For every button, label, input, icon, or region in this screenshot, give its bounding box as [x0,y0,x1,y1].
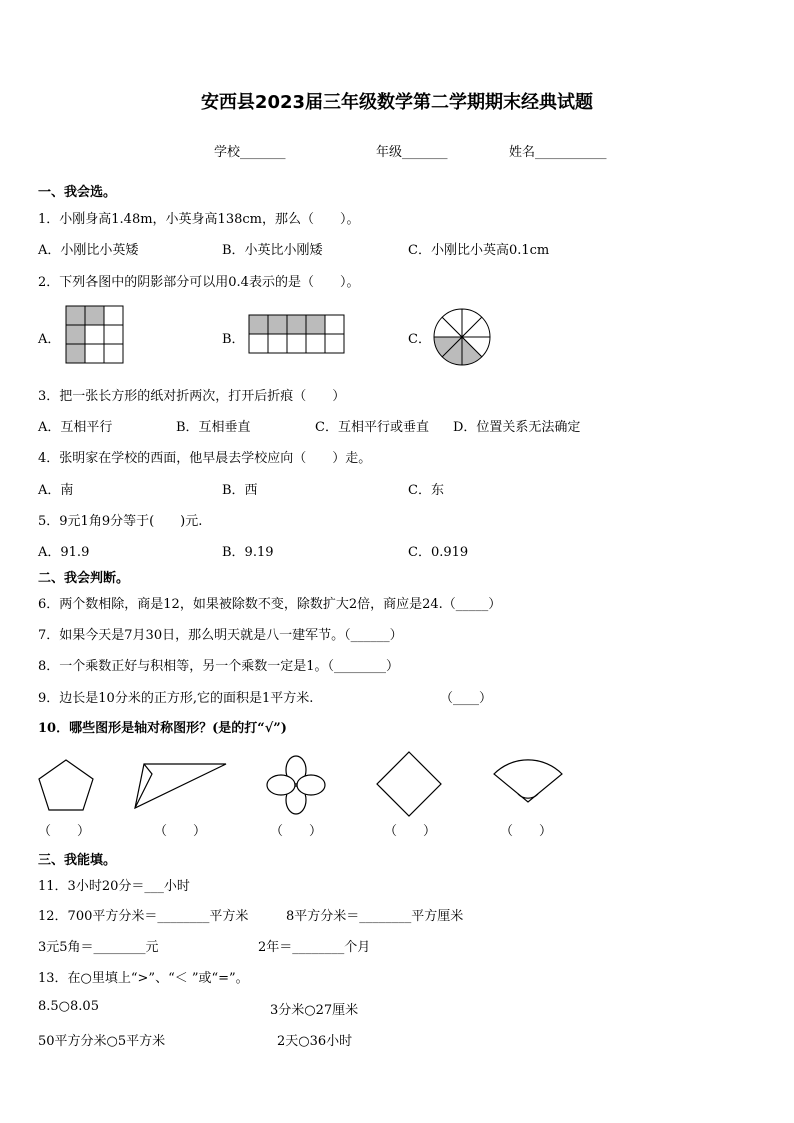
q12-d: 2年＝________个月 [258,940,371,955]
q3-option-c[interactable]: C．互相平行或垂直 [315,420,429,435]
school-field[interactable]: 学校_______ [214,145,286,160]
q1-option-c[interactable]: C．小刚比小英高0.1cm [408,243,550,258]
page-title: 安西县2023届三年级数学第二学期期末经典试题 [200,92,594,113]
q10-blank-2[interactable]: （ ） [154,824,207,839]
fan-shape [490,752,566,810]
triangle-shape [132,758,228,810]
clover-shape [266,755,326,815]
figure-a-grid [66,306,124,364]
q10-blank-4[interactable]: （ ） [384,824,437,839]
q2-stem: 2．下列各图中的阴影部分可以用0.4表示的是（ ）。 [38,275,360,290]
q3-option-d[interactable]: D．位置关系无法确定 [453,420,581,435]
q3-option-a[interactable]: A．互相平行 [38,420,113,435]
q9: 9．边长是10分米的正方形,它的面积是1平方米. [38,691,314,706]
q4-option-b[interactable]: B．西 [222,483,258,498]
figure-c-circle [433,308,491,366]
q13-d: 2天○36小时 [277,1034,353,1049]
q4-option-c[interactable]: C．东 [408,483,444,498]
q10: 10．哪些图形是轴对称图形？(是的打“√”) [38,721,287,736]
q11: 11．3小时20分＝___小时 [38,879,190,894]
q12-c: 3元5角＝________元 [38,940,159,955]
q8: 8．一个乘数正好与积相等，另一个乘数一定是1。（________） [38,659,400,674]
q7: 7．如果今天是7月30日，那么明天就是八一建军节。（______） [38,628,403,643]
q1-option-a[interactable]: A．小刚比小英矮 [38,243,139,258]
q12-b: 8平方分米＝________平方厘米 [286,909,464,924]
q2-option-c[interactable]: C． [408,332,431,347]
q5-option-c[interactable]: C．0.919 [408,545,469,560]
q10-blank-1[interactable]: （ ） [38,824,91,839]
q4-stem: 4．张明家在学校的西面，他早晨去学校应向（ ）走。 [38,451,372,466]
q5-option-a[interactable]: A．91.9 [38,545,90,560]
q6: 6．两个数相除，商是12，如果被除数不变，除数扩大2倍，商应是24.（_____） [38,597,502,612]
section-2-heading: 二、我会判断。 [38,571,130,586]
q1-option-b[interactable]: B．小英比小刚矮 [222,243,323,258]
pentagon-shape [36,758,96,812]
section-3-heading: 三、我能填。 [38,853,117,868]
q13-a: 8.5○8.05 [38,999,99,1014]
grade-field[interactable]: 年级_______ [376,145,448,160]
q4-option-a[interactable]: A．南 [38,483,74,498]
q13-c: 50平方分米○5平方米 [38,1034,166,1049]
q13-b: 3分米○27厘米 [270,1003,359,1018]
q10-blank-5[interactable]: （ ） [500,824,553,839]
q5-option-b[interactable]: B．9.19 [222,545,274,560]
figure-b-grid [249,315,345,353]
q12-a: 12．700平方分米＝________平方米 [38,909,249,924]
q5-stem: 5．9元1角9分等于( )元. [38,514,203,529]
diamond-shape [375,750,443,818]
q10-blank-3[interactable]: （ ） [270,824,323,839]
name-field[interactable]: 姓名___________ [509,145,607,160]
section-1-heading: 一、我会选。 [38,185,117,200]
q1-stem: 1．小刚身高1.48m，小英身高138cm，那么（ ）。 [38,212,360,227]
q2-option-b[interactable]: B． [222,332,245,347]
q3-option-b[interactable]: B．互相垂直 [176,420,251,435]
q13: 13．在○里填上“>”、“＜ ”或“=”。 [38,971,249,986]
q3-stem: 3．把一张长方形的纸对折两次，打开后折痕（ ） [38,389,346,404]
q9-answer-blank[interactable]: （____） [440,691,493,706]
q2-option-a[interactable]: A． [38,332,61,347]
